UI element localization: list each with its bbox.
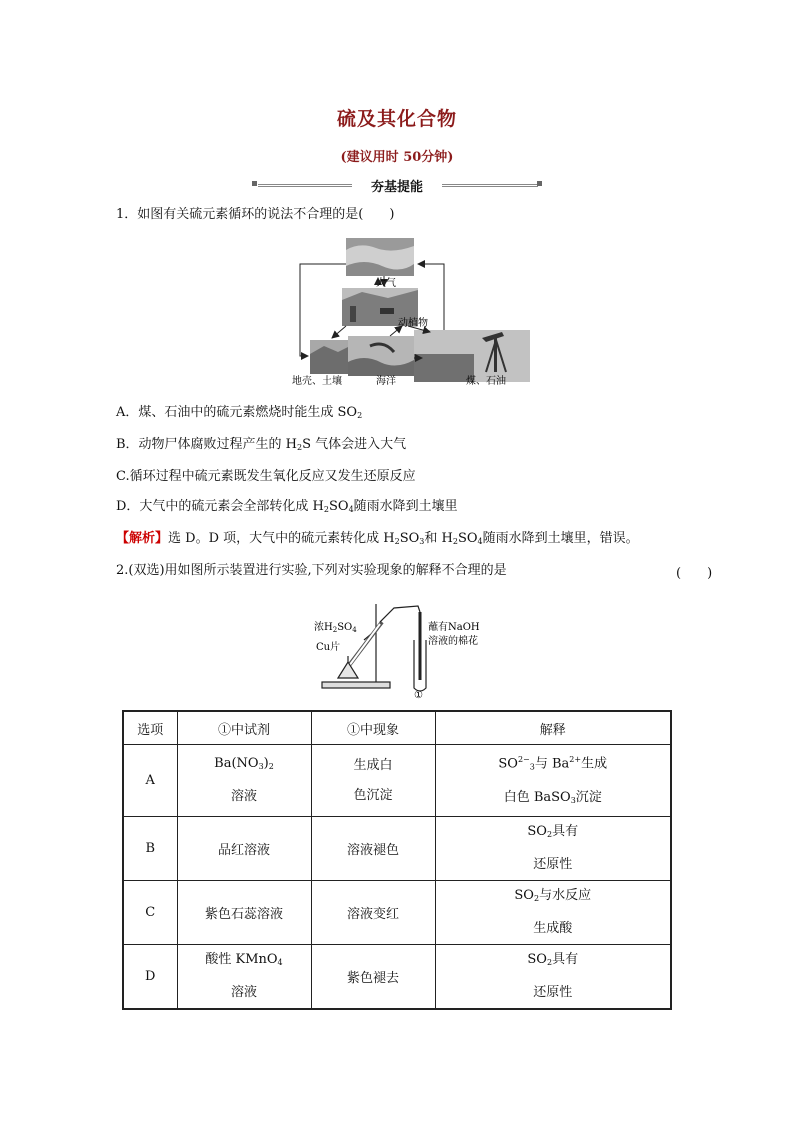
row-b-explanation: $SO_2$具有 还原性 (435, 817, 671, 881)
label-cotton-2: 溶液的棉花 (428, 636, 478, 647)
row-b-phenomenon: 溶液褪色 (311, 817, 435, 881)
crust-photo (310, 340, 354, 374)
label-acid: 浓$H_2SO_4$ (314, 622, 357, 634)
label-ocean: 海洋 (376, 376, 396, 387)
col-header-option: 选项 (123, 711, 177, 745)
row-a-explanation: $SO^{2-}_3$与 $Ba^{2+}$生成 白色 BaSO$_3$沉淀 (435, 745, 671, 817)
table-row (123, 745, 671, 817)
stand-base (322, 682, 390, 688)
label-fossil: 煤、石油 (466, 376, 506, 387)
q1-analysis: 【解析】选 D。D 项，大气中的硫元素转化成 $H_2SO_3$和 $H_2SO_4$随雨水降到土壤里，错误。 (116, 531, 639, 546)
col-header-reagent: ①中试剂 (177, 711, 311, 745)
table-header-row (123, 711, 671, 745)
analysis-tag: 【解析】 (116, 531, 169, 546)
question-1-stem: 1．如图有关硫元素循环的说法不合理的是( ) (116, 207, 395, 222)
divider-dot-left (252, 181, 257, 186)
row-d-reagent: 酸性 KMnO$_4$ 溶液 (177, 945, 311, 1010)
question-2-answer-bracket: ( ) (676, 566, 713, 581)
row-c-explanation: $SO_2$与水反应 生成酸 (435, 881, 671, 945)
divider-dot-right (537, 181, 542, 186)
row-b-option: B (123, 817, 177, 881)
delivery-tube (380, 606, 420, 622)
row-b-reagent: 品红溶液 (177, 817, 311, 881)
col-header-explanation: 解释 (435, 711, 671, 745)
row-d-option: D (123, 945, 177, 1010)
q1-option-b: B．动物尸体腐败过程产生的 $H_2S$ 气体会进入大气 (116, 437, 407, 452)
row-c-option: C (123, 881, 177, 945)
page-subtitle: (建议用时 50分钟) (340, 150, 454, 165)
section-label: 夯基提能 (352, 176, 442, 195)
label-organisms: 动植物 (398, 318, 428, 329)
row-a-phenomenon: 生成白 色沉淀 (311, 745, 435, 817)
label-atmosphere: 大气 (376, 278, 396, 289)
q1-option-a: A．煤、石油中的硫元素燃烧时能生成 $SO_2$ (116, 405, 363, 420)
row-c-phenomenon: 溶液变红 (311, 881, 435, 945)
label-tube-mark: ① (414, 690, 423, 700)
label-copper: Cu片 (316, 642, 341, 653)
label-crust: 地壳、土壤 (292, 376, 342, 387)
label-cotton-1: 蘸有NaOH (428, 622, 480, 633)
row-d-phenomenon: 紫色褪去 (311, 945, 435, 1010)
fossil-fuel-photo (414, 330, 530, 382)
row-c-reagent: 紫色石蕊溶液 (177, 881, 311, 945)
page-title: 硫及其化合物 (336, 108, 457, 130)
table-row (123, 817, 671, 881)
atmosphere-photo (346, 238, 414, 276)
apparatus-figure (310, 600, 490, 700)
q1-option-d: D．大气中的硫元素会全部转化成 $H_2SO_4$随雨水降到土壤里 (116, 499, 458, 514)
answer-table (122, 710, 672, 1010)
row-a-reagent: $Ba(NO_3)_2$ 溶液 (177, 745, 311, 817)
section-divider (252, 176, 542, 194)
table-row (123, 945, 671, 1010)
question-2-stem: 2.(双选)用如图所示装置进行实验,下列对实验现象的解释不合理的是 (116, 563, 507, 578)
row-d-explanation: $SO_2$具有 还原性 (435, 945, 671, 1010)
table-row (123, 881, 671, 945)
sulfur-cycle-figure (290, 236, 540, 394)
row-a-option: A (123, 745, 177, 817)
ocean-photo (348, 336, 414, 376)
alcohol-lamp (338, 662, 358, 678)
col-header-phenomenon: ①中现象 (311, 711, 435, 745)
q1-option-c: C.循环过程中硫元素既发生氧化反应又发生还原反应 (116, 469, 416, 484)
